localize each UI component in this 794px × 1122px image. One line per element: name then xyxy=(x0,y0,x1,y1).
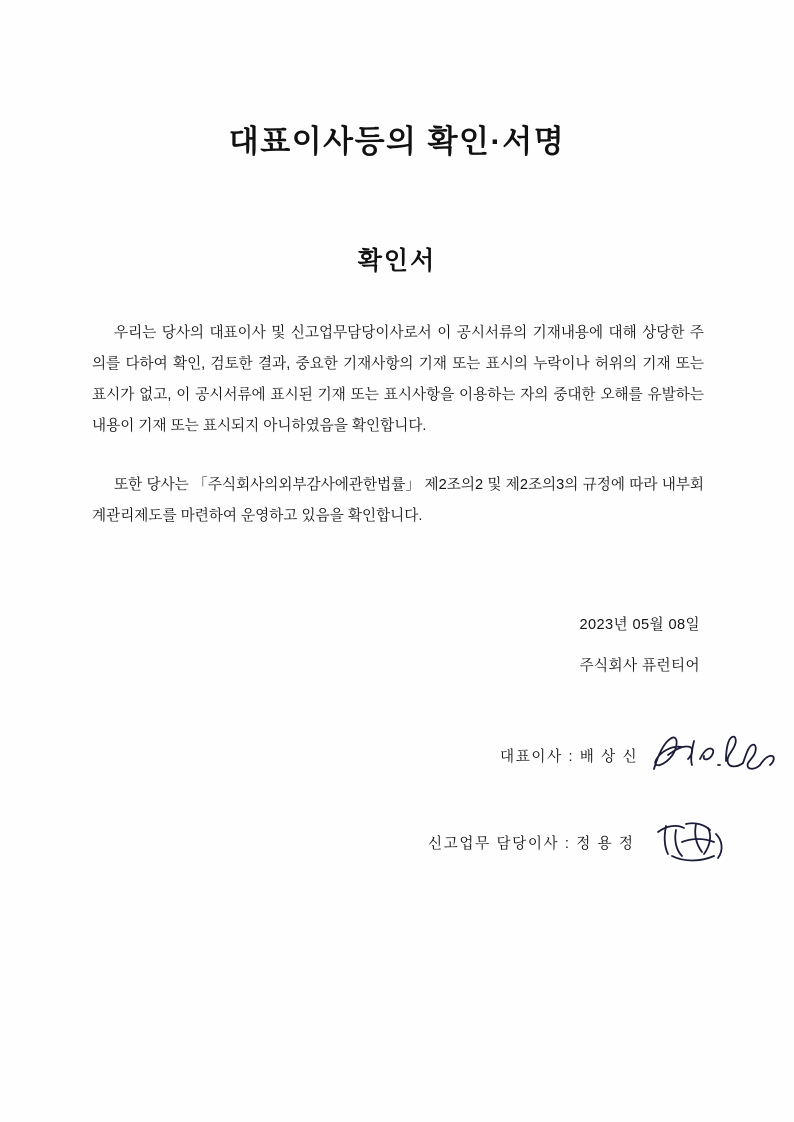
signature-row-ceo xyxy=(0,741,794,781)
page-title: 대표이사등의 확인·서명 xyxy=(228,124,566,159)
paragraph-2 xyxy=(92,470,704,532)
paragraph-1 xyxy=(92,318,704,442)
company-name: 주식회사 퓨런티어 xyxy=(579,658,700,674)
document-subtitle: 확인서 xyxy=(357,247,437,275)
paragraph-2-text: 또한 당사는 「주식회사의외부감사에관한법률」 제2조의2 및 제2조의3의 규정에 따라 내부회계관리제도를 마련하여 운영하고 있음을 확인합니다. xyxy=(92,477,704,524)
paragraph-1-text: 우리는 당사의 대표이사 및 신고업무담당이사로서 이 공시서류의 기재내용에 대해 상당한 주의를 다하여 확인, 검토한 결과, 중요한 기재사항의 기재 또는 표시의 누락이나 허위의 기재 또는 표시가 없고, 이 공시서류에 표시된 기재 또는 표시사항을 이용하는 자의 중대한 오해를 유발하는 내용이 기재 또는 표시되지 아니하였음을 확인합니다. xyxy=(92,325,704,434)
document-body xyxy=(92,318,704,532)
signature-label-ceo: 대표이사 : 배 상 신 xyxy=(500,749,639,765)
signature-ceo xyxy=(648,725,778,783)
signature-reporting-director xyxy=(652,812,732,870)
signing-date: 2023년 05월 08일 xyxy=(579,617,700,633)
signature-label-reporting-director: 신고업무 담당이사 : 정 용 정 xyxy=(428,836,635,852)
signature-row-reporting-director xyxy=(0,828,794,868)
